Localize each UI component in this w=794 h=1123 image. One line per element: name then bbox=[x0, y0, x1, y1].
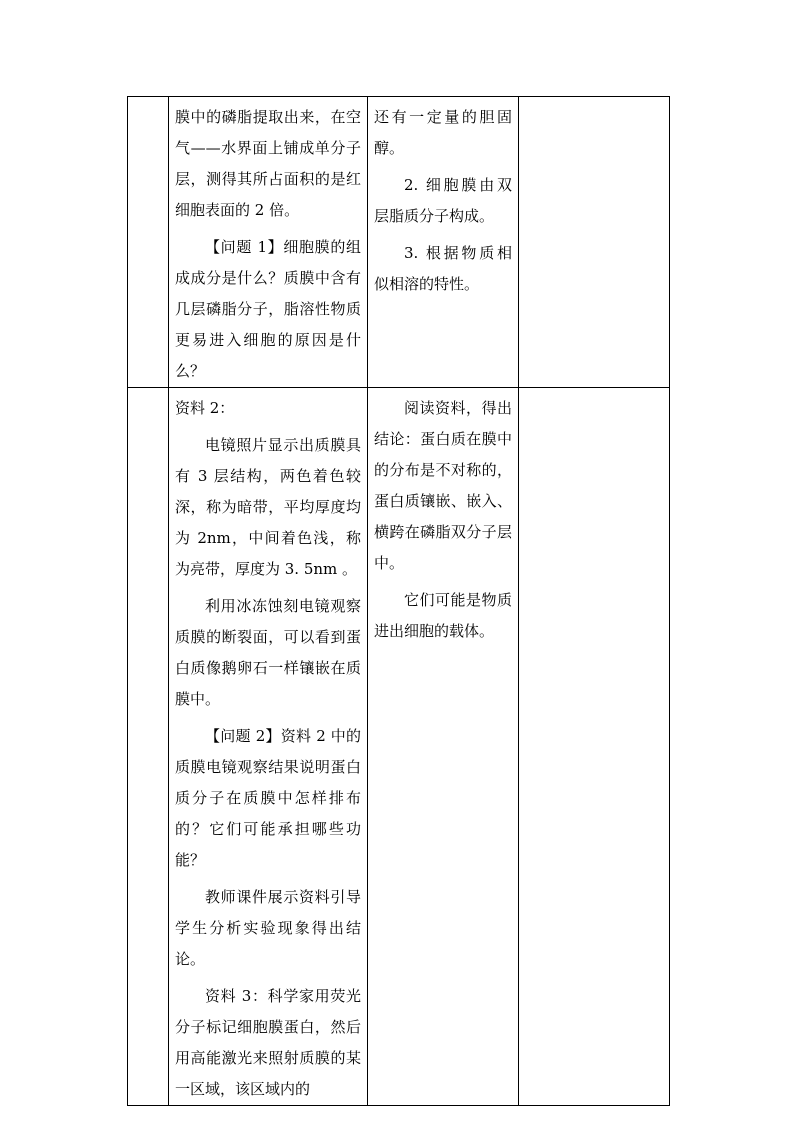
teacher-activity-cell bbox=[169, 97, 368, 388]
table-row bbox=[128, 97, 670, 388]
step-cell bbox=[128, 388, 169, 1106]
cell-paragraph: 还有一定量的胆固醇。 bbox=[374, 108, 512, 157]
cell-paragraph: 3. 根据物质相似相溶的特性。 bbox=[374, 244, 512, 293]
design-intent-cell bbox=[519, 97, 670, 388]
student-activity-cell bbox=[368, 388, 519, 1106]
cell-paragraph: 2. 细胞膜由双层脂质分子构成。 bbox=[374, 176, 512, 225]
cell-paragraph: 它们可能是物质进出细胞的载体。 bbox=[374, 591, 512, 640]
cell-paragraph: 教师课件展示资料引导学生分析实验现象得出结论。 bbox=[175, 888, 361, 968]
table-row bbox=[128, 388, 670, 1106]
step-cell bbox=[128, 97, 169, 388]
cell-paragraph: 利用冰冻蚀刻电镜观察质膜的断裂面，可以看到蛋白质像鹅卵石一样镶嵌在质膜中。 bbox=[175, 597, 361, 708]
cell-paragraph: 阅读资料，得出结论：蛋白质在膜中的分布是不对称的，蛋白质镶嵌、嵌入、横跨在磷脂双分子层中。 bbox=[374, 399, 512, 572]
cell-paragraph: 【问题 2】资料 2 中的质膜电镜观察结果说明蛋白质分子在质膜中怎样排布的？它们可能承担哪些功能？ bbox=[175, 727, 361, 869]
cell-paragraph: 电镜照片显示出质膜具有 3 层结构，两色着色较深，称为暗带，平均厚度均为 2nm，中间着色浅，称为亮带，厚度为 3. 5nm 。 bbox=[175, 436, 361, 578]
teacher-activity-cell bbox=[169, 388, 368, 1106]
design-intent-cell bbox=[519, 388, 670, 1106]
lesson-plan-table bbox=[127, 96, 670, 1106]
cell-paragraph: 资料 3：科学家用荧光分子标记细胞膜蛋白，然后用高能激光来照射质膜的某一区域，该区域内的 bbox=[175, 987, 361, 1098]
student-activity-cell bbox=[368, 97, 519, 388]
cell-paragraph: 膜中的磷脂提取出来，在空气——水界面上铺成单分子层，测得其所占面积的是红细胞表面的 2 倍。 bbox=[175, 108, 361, 219]
cell-paragraph: 【问题 1】细胞膜的组成成分是什么？质膜中含有几层磷脂分子，脂溶性物质更易进入细胞的原因是什么？ bbox=[175, 238, 361, 380]
cell-paragraph: 资料 2： bbox=[175, 399, 235, 417]
